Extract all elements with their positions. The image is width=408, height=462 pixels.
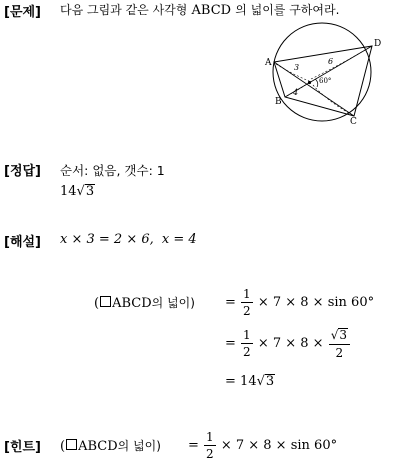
- hint-tail: 의 넓이): [117, 439, 161, 453]
- diagonal-ac: [274, 62, 354, 116]
- area-lhs: [94, 294, 195, 311]
- result-radicand: 3: [265, 374, 275, 389]
- hint-half-fraction: $\frac{1}{2}$: [206, 430, 214, 461]
- step2-mid: × 7 × 8 ×: [257, 336, 324, 352]
- step1-row: [225, 288, 374, 317]
- answer-coef: 14: [60, 184, 77, 199]
- hint-lhs: [60, 437, 161, 454]
- hint-rest: × 7 × 8 × sin 60°: [220, 438, 338, 453]
- lhs-quad: ABCD: [112, 296, 152, 311]
- step2-row: [225, 328, 351, 359]
- angle-arc: [315, 79, 318, 87]
- step1-rest: × 7 × 8 × sin 60°: [257, 295, 375, 310]
- step1-equals: =: [225, 295, 236, 310]
- problem-label: [문제]: [4, 5, 41, 20]
- point-a-label: A: [265, 58, 272, 68]
- hint-open-paren: (: [60, 439, 66, 454]
- step2-sqrt-fraction: $\frac{√3}{2}$: [329, 328, 350, 359]
- angle-60-label: 60°: [319, 77, 332, 85]
- lhs-tail: 의 넓이): [151, 296, 195, 310]
- problem-text-tail: 의 넓이를 구하여라.: [235, 3, 340, 17]
- hint-rhs: [188, 431, 337, 460]
- eq1-part-b: x = 4: [161, 232, 197, 247]
- answer-sqrt: √3: [76, 184, 95, 199]
- segment-3-label: 3: [294, 63, 300, 72]
- square-symbol: [100, 296, 111, 307]
- step3-row: [225, 374, 275, 389]
- step3-equals: =: [225, 374, 236, 389]
- quadrilateral-figure: [262, 16, 388, 124]
- answer-label: [정답]: [4, 164, 41, 179]
- explanation-eq1: [60, 232, 197, 247]
- lhs-open-paren: (: [94, 296, 100, 311]
- segment-4-label: 4: [293, 88, 299, 97]
- diagonal-intersection-point: [308, 81, 311, 84]
- segment-6-label: 6: [328, 57, 334, 66]
- problem-quad: ABCD: [191, 3, 232, 18]
- hint-label: [힌트]: [4, 440, 41, 455]
- answer-radicand: 3: [85, 184, 95, 199]
- arc-segment-6: [311, 47, 370, 79]
- step2-denominator: 2: [335, 346, 344, 361]
- step2-radicand: 3: [339, 328, 348, 342]
- problem-text-ko: 다음 그림과 같은 사각형: [60, 3, 188, 17]
- answer-value: [60, 184, 95, 199]
- explanation-label: [해설]: [4, 235, 41, 250]
- step2-half-fraction: $\frac{1}{2}$: [243, 328, 251, 360]
- point-c-label: C: [350, 117, 357, 124]
- hint-quad: ABCD: [78, 439, 118, 454]
- hint-square-symbol: [66, 439, 77, 450]
- eq1-part-a: x × 3 = 2 × 6,: [60, 232, 154, 247]
- hint-equals: =: [188, 438, 199, 453]
- step1-half-fraction: $\frac{1}{2}$: [243, 287, 251, 318]
- step2-equals: =: [225, 336, 236, 352]
- result-coef: 14: [240, 374, 257, 389]
- result-sqrt: √3: [256, 374, 275, 389]
- point-b-label: B: [275, 97, 282, 107]
- answer-meta: 순서: 없음, 갯수: 1: [60, 163, 165, 178]
- point-d-label: D: [374, 39, 382, 49]
